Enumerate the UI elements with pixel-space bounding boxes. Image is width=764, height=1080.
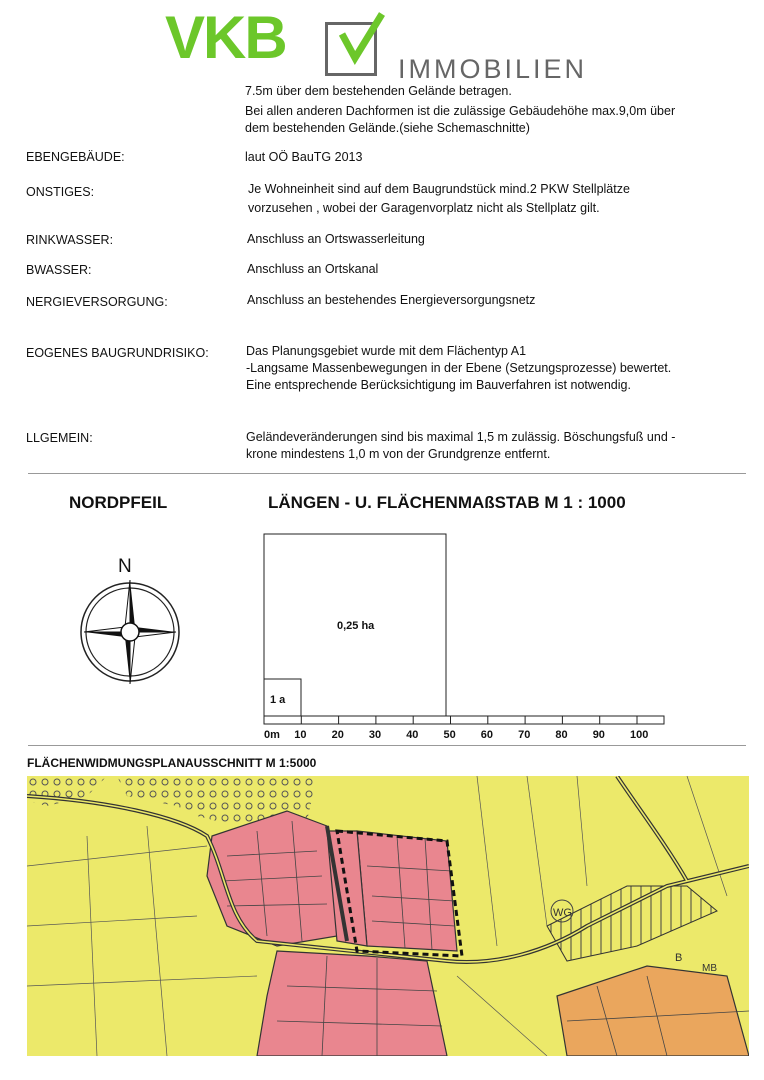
label-baugrund: EOGENES BAUGRUNDRISIKO: — [26, 346, 209, 360]
value-sonstiges-2: vorzusehen , wobei der Garagenvorplatz nicht als Stellplatz gilt. — [248, 201, 600, 215]
scale-tick-label: 40 — [406, 729, 419, 741]
area-label-small: 1 a — [270, 694, 286, 706]
value-baugrund-3: Eine entsprechende Berücksichtigung im Bauverfahren ist notwendig. — [246, 378, 631, 392]
checkmark-icon — [330, 8, 390, 70]
scale-tick-label: 70 — [518, 729, 531, 741]
value-energie: Anschluss an bestehendes Energieversorgungsnetz — [247, 293, 536, 307]
value-abwasser: Anschluss an Ortskanal — [247, 262, 379, 276]
value-baugrund-2: -Langsame Massenbewegungen in der Ebene (Setzungsprozesse) bewertet. — [246, 361, 672, 375]
label-trinkwasser: RINKWASSER: — [26, 233, 114, 247]
intro-line-3: dem bestehenden Gelände.(siehe Schemaschnitte) — [245, 121, 530, 135]
zoning-map — [27, 776, 749, 1056]
map-title: FLÄCHENWIDMUNGSPLANAUSSCHNITT M 1:5000 — [27, 756, 317, 770]
value-sonstiges-1: Je Wohneinheit sind auf dem Baugrundstück mind.2 PKW Stellplätze — [248, 182, 630, 196]
scale-tick-label: 0m — [264, 729, 280, 741]
intro-line-1: 7.5m über dem bestehenden Gelände betragen. — [245, 84, 512, 98]
value-allgemein-2: krone mindestens 1,0 m von der Grundgrenze entfernt. — [246, 447, 551, 461]
scale-tick-label: 30 — [368, 729, 382, 741]
scale-tick-label: 50 — [443, 729, 456, 741]
scale-tick-label: 10 — [294, 729, 307, 741]
label-allgemein: LLGEMEIN: — [26, 431, 93, 445]
value-baugrund-1: Das Planungsgebiet wurde mit dem Flächentyp A1 — [246, 344, 527, 358]
scale-title: LÄNGEN - U. FLÄCHENMAßSTAB M 1 : 1000 — [268, 493, 626, 512]
scale-tick-label: 80 — [555, 729, 568, 741]
value-trinkwasser: Anschluss an Ortswasserleitung — [247, 232, 425, 246]
scale-tick-label: 90 — [592, 729, 605, 741]
label-abwasser: BWASSER: — [26, 263, 92, 277]
scale-tick-label: 60 — [480, 729, 494, 741]
compass-rose-icon — [78, 580, 182, 684]
compass-north-label: N — [118, 556, 132, 577]
divider-bottom — [28, 745, 746, 746]
nordpfeil-title: NORDPFEIL — [69, 493, 168, 512]
logo-vkb: VKB — [165, 4, 286, 71]
value-nebengebaeude: laut OÖ BauTG 2013 — [245, 150, 363, 164]
label-sonstiges: ONSTIGES: — [26, 185, 95, 199]
divider-top — [28, 473, 746, 474]
map-label-b: B — [675, 952, 683, 964]
logo-immobilien: IMMOBILIEN — [398, 54, 588, 84]
label-nebengebaeude: EBENGEBÄUDE: — [26, 150, 125, 164]
scale-tick-label: 20 — [331, 729, 344, 741]
map-label-wg: WG — [553, 907, 572, 919]
intro-line-2: Bei allen anderen Dachformen ist die zulässige Gebäudehöhe max.9,0m über — [245, 104, 676, 118]
area-label-large: 0,25 ha — [337, 620, 375, 632]
scale-tick-label: 100 — [630, 729, 649, 741]
value-allgemein-1: Geländeveränderungen sind bis maximal 1,5 m zulässig. Böschungsfuß und - — [246, 430, 676, 444]
label-energie: NERGIEVERSORGUNG: — [26, 295, 168, 309]
scale-diagram — [258, 530, 674, 730]
map-label-mb: MB — [702, 963, 717, 974]
